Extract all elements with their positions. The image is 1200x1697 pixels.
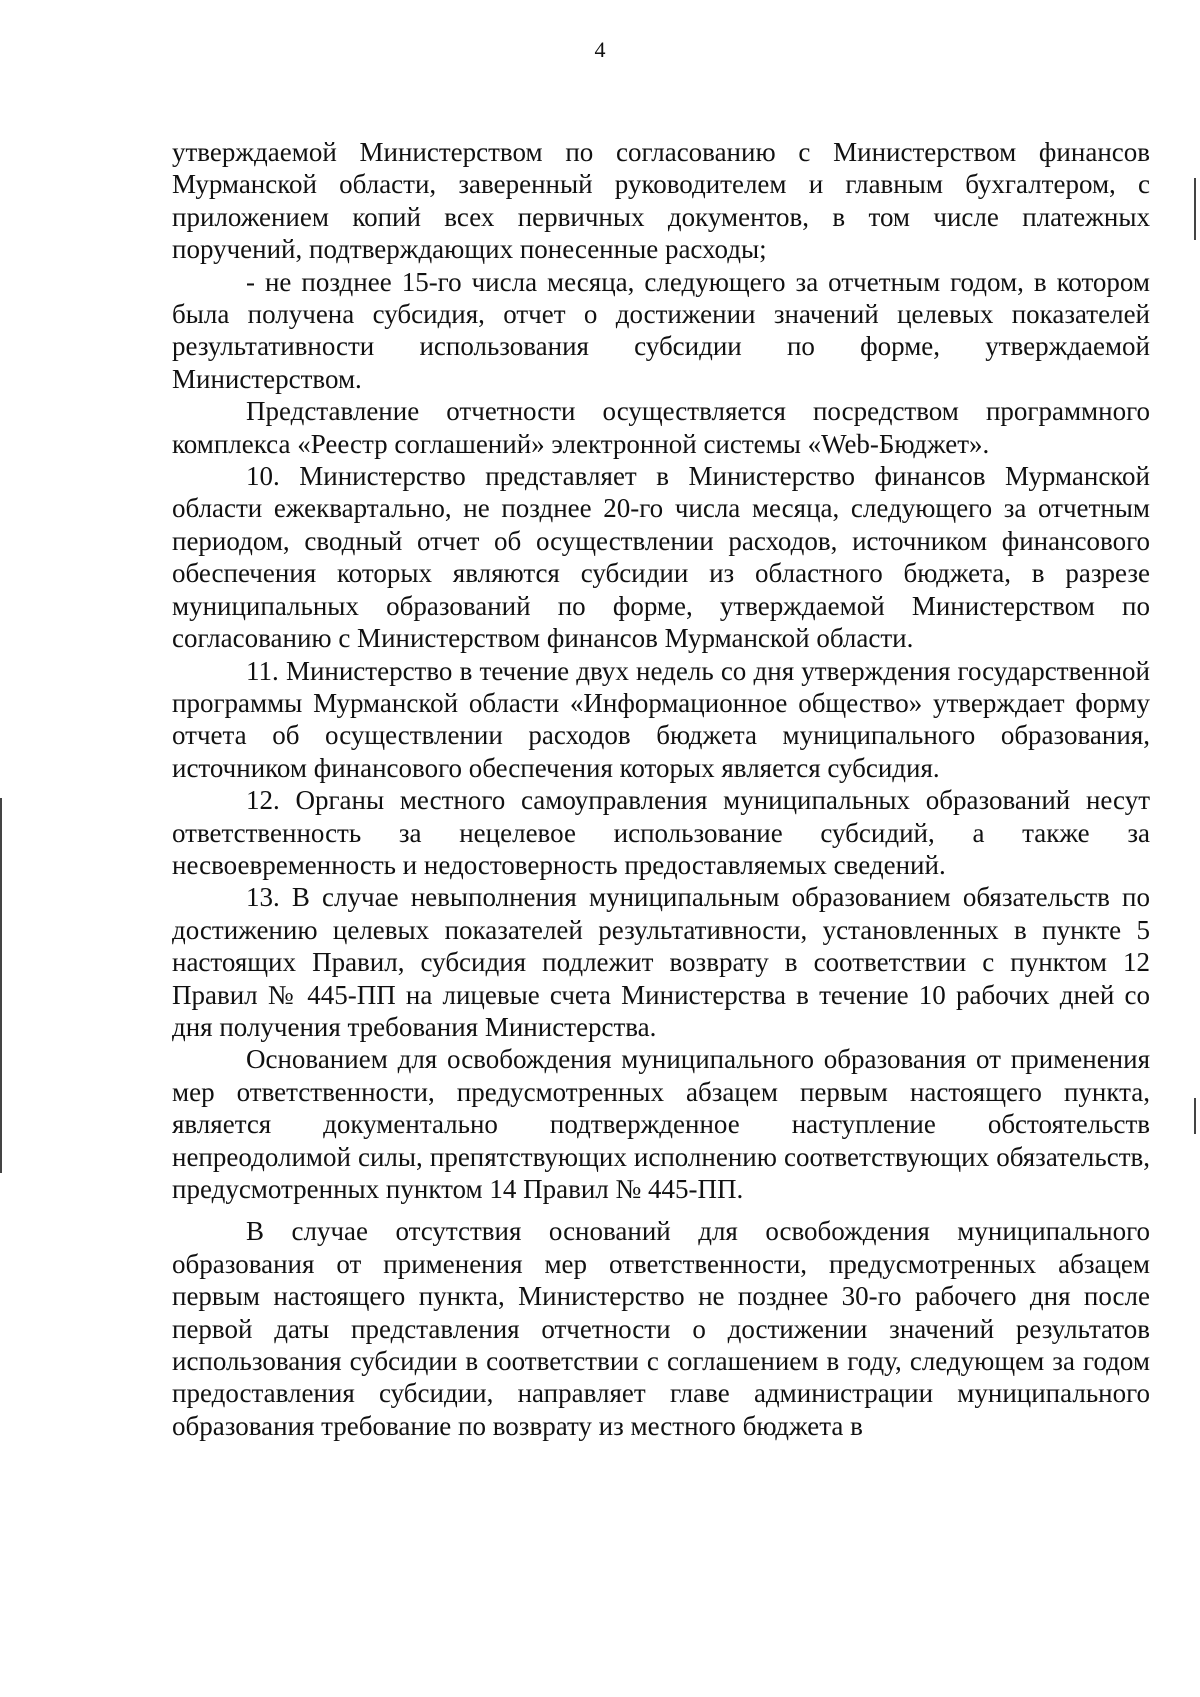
paragraph-continuation: утверждаемой Министерством по согласованию с Министерством финансов Мурманской области, заверенный руководителем и главным бухгалтером, с приложением копий всех первичных документов, в том числе платежных поручений, подтверждающих понесенные расходы; [172, 137, 1150, 265]
paragraph-item-13: 13. В случае невыполнения муниципальным образованием обязательств по достижению целевых показателей результативности, установленных в пункте 5 настоящих Правил, субсидия подлежит возврату в соответствии с пунктом 12 Правил № 445-ПП на лицевые счета Министерства в течение 10 рабочих дней со дня получения требования Министерства. [172, 882, 1150, 1042]
paragraph-reporting-system: Представление отчетности осуществляется посредством программного комплекса «Реестр соглашений» электронной системы «Web-Бюджет». [172, 396, 1150, 459]
paragraph-item-11: 11. Министерство в течение двух недель со дня утверждения государственной программы Мурманской области «Информационное общество» утверждает форму отчета об осуществлении расходов бюджета муниципального образования, источником финансового обеспечения которых является субсидия. [172, 655, 1150, 783]
scan-edge-mark-right-middle [1194, 1098, 1196, 1134]
scan-edge-mark-left [0, 798, 2, 1173]
paragraph-no-exemption: В случае отсутствия оснований для освобождения муниципального образования от применения мер ответственности, предусмотренных абзацем первым настоящего пункта, Министерство не позднее 30-го рабочего дня после первой даты представления отчетности о достижении значений результатов использования субсидии в соответствии с соглашением в году, следующем за годом предоставления субсидии, направляет главе администрации муниципального образования требование по возврату из местного бюджета в [172, 1216, 1150, 1441]
paragraph-exemption-grounds: Основанием для освобождения муниципального образования от применения мер ответственности, предусмотренных абзацем первым настоящего пункта, является документально подтвержденное наступление обстоятельств непреодолимой силы, препятствующих исполнению соответствующих обязательств, предусмотренных пунктом 14 Правил № 445-ПП. [172, 1044, 1150, 1204]
paragraph-report-deadline: - не позднее 15-го числа месяца, следующего за отчетным годом, в котором была получена субсидия, отчет о достижении значений целевых показателей результативности использования субсидии по форме, утверждаемой Министерством. [172, 266, 1150, 394]
paragraph-item-10: 10. Министерство представляет в Министерство финансов Мурманской области ежеквартально, не позднее 20-го числа месяца, следующего за отчетным периодом, сводный отчет об осуществлении расходов, источником финансового обеспечения которых являются субсидии из областного бюджета, в разрезе муниципальных образований по форме, утверждаемой Министерством по согласованию с Министерством финансов Мурманской области. [172, 461, 1150, 654]
scan-edge-mark-right-top [1194, 178, 1196, 240]
page-number: 4 [594, 37, 606, 62]
paragraph-item-12: 12. Органы местного самоуправления муниципальных образований несут ответственность за нецелевое использование субсидий, а также за несвоевременность и недостоверность предоставляемых сведений. [172, 785, 1150, 880]
document-body [172, 136, 1150, 1442]
